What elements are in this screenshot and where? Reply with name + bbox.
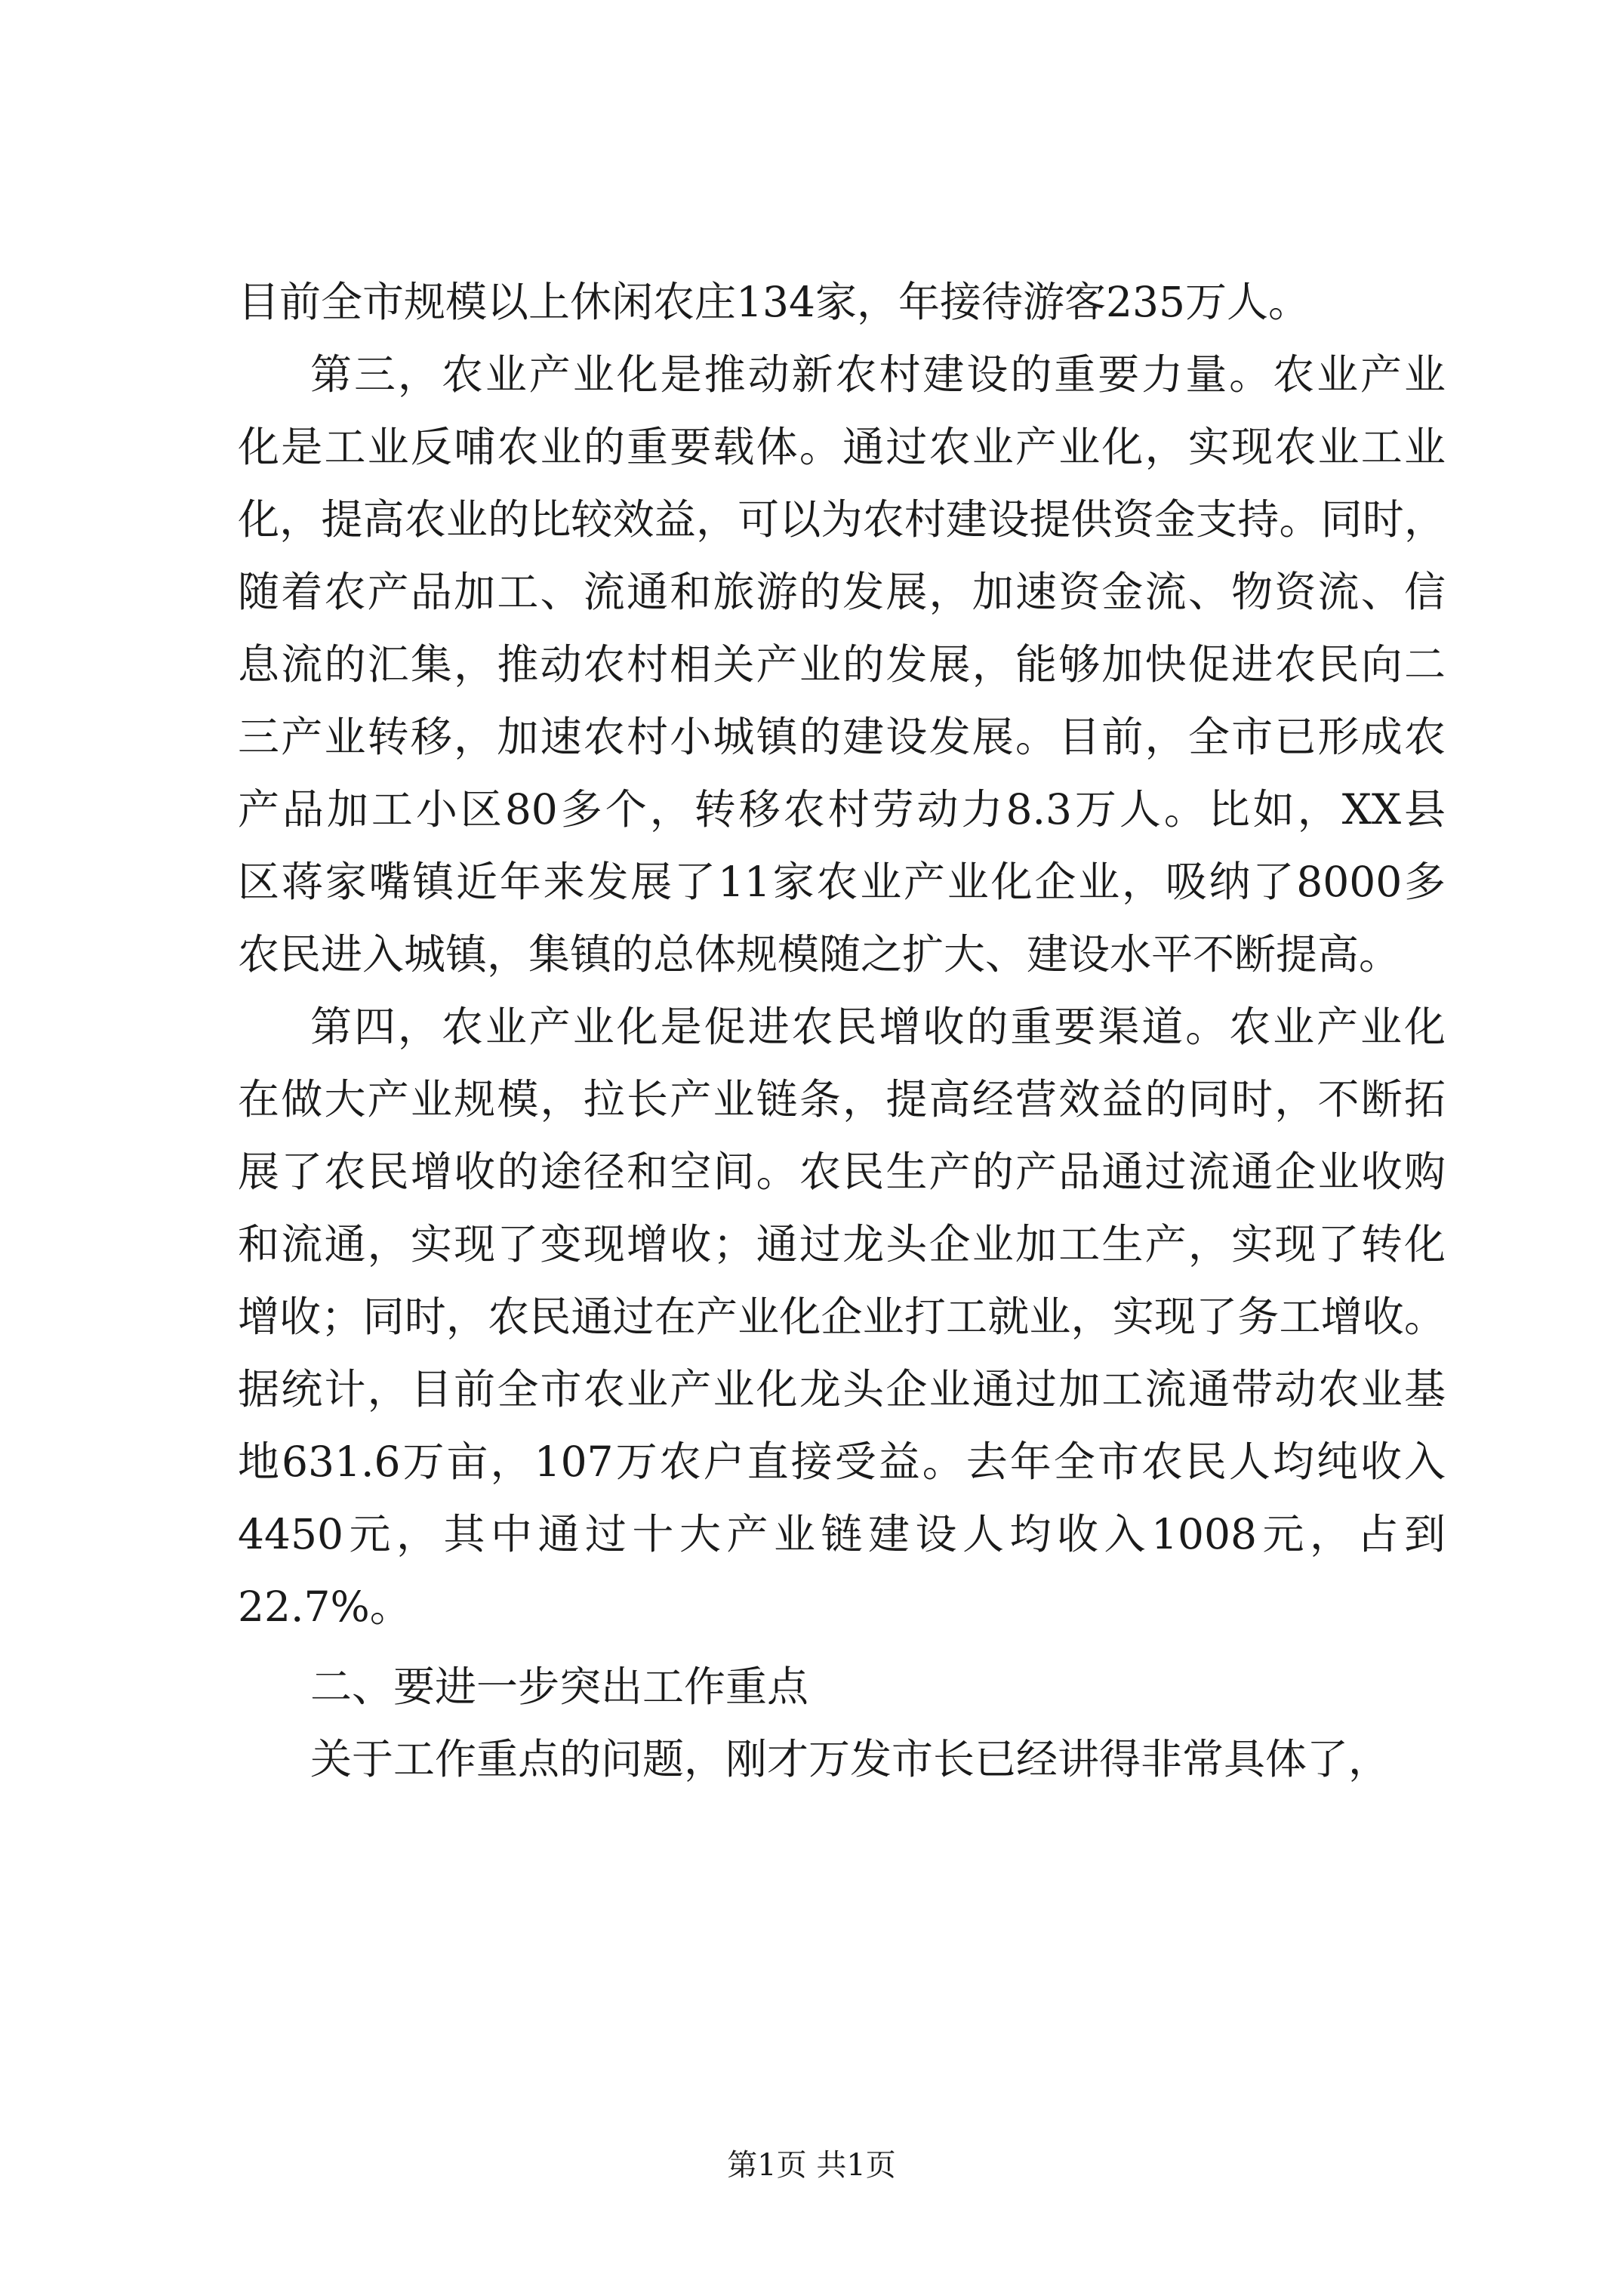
- text-line: 展了农民增收的途径和空间。农民生产的产品通过流通企业收购: [238, 1148, 1446, 1196]
- text-line: 三产业转移，加速农村小城镇的建设发展。目前，全市已形成农: [238, 713, 1446, 761]
- text-line: 目前全市规模以上休闲农庄134家，年接待游客235万人。: [238, 278, 1310, 326]
- page-footer: 第1页 共1页: [727, 2148, 896, 2183]
- text-line: 22.7%。: [238, 1583, 411, 1631]
- paragraph-continuation: [238, 266, 1446, 338]
- paragraph-work-focus: [238, 1723, 1446, 1795]
- text-line: 随着农产品加工、流通和旅游的发展，加速资金流、物资流、信: [238, 568, 1446, 616]
- text-line: 产品加工小区80多个，转移农村劳动力8.3万人。比如，XX县: [238, 785, 1446, 834]
- text-line: 关于工作重点的问题，刚才万发市长已经讲得非常具体了，: [310, 1735, 1390, 1783]
- text-line: 区蒋家嘴镇近年来发展了11家农业产业化企业，吸纳了8000多: [238, 858, 1446, 906]
- text-line: 农民进入城镇，集镇的总体规模随之扩大、建设水平不断提高。: [238, 930, 1401, 978]
- paragraph-third-point: [238, 338, 1446, 991]
- text-line: 4450元，其中通过十大产业链建设人均收入1008元，占到: [238, 1510, 1446, 1558]
- text-line: 息流的汇集，推动农村相关产业的发展，能够加快促进农民向二: [238, 640, 1446, 689]
- paragraph-fourth-point: [238, 991, 1446, 1643]
- document-body: [238, 266, 1446, 1795]
- text-line: 地631.6万亩，107万农户直接受益。去年全市农民人均纯收入: [238, 1438, 1446, 1486]
- text-line: 化是工业反哺农业的重要载体。通过农业产业化，实现农业工业: [238, 423, 1446, 471]
- text-line: 据统计，目前全市农业产业化龙头企业通过加工流通带动农业基: [238, 1365, 1446, 1413]
- text-line: 化，提高农业的比较效益，可以为农村建设提供资金支持。同时，: [238, 495, 1446, 544]
- text-line: 在做大产业规模，拉长产业链条，提高经营效益的同时，不断拓: [238, 1075, 1446, 1123]
- text-line: 和流通，实现了变现增收；通过龙头企业加工生产，实现了转化: [238, 1220, 1446, 1268]
- text-line: 增收；同时，农民通过在产业化企业打工就业，实现了务工增收。: [238, 1293, 1446, 1341]
- text-line: 第四，农业产业化是促进农民增收的重要渠道。农业产业化: [310, 1003, 1446, 1051]
- text-line: 第三，农业产业化是推动新农村建设的重要力量。农业产业: [310, 350, 1446, 399]
- text-line: 二、要进一步突出工作重点: [310, 1663, 809, 1711]
- section-heading-two: [238, 1650, 1446, 1723]
